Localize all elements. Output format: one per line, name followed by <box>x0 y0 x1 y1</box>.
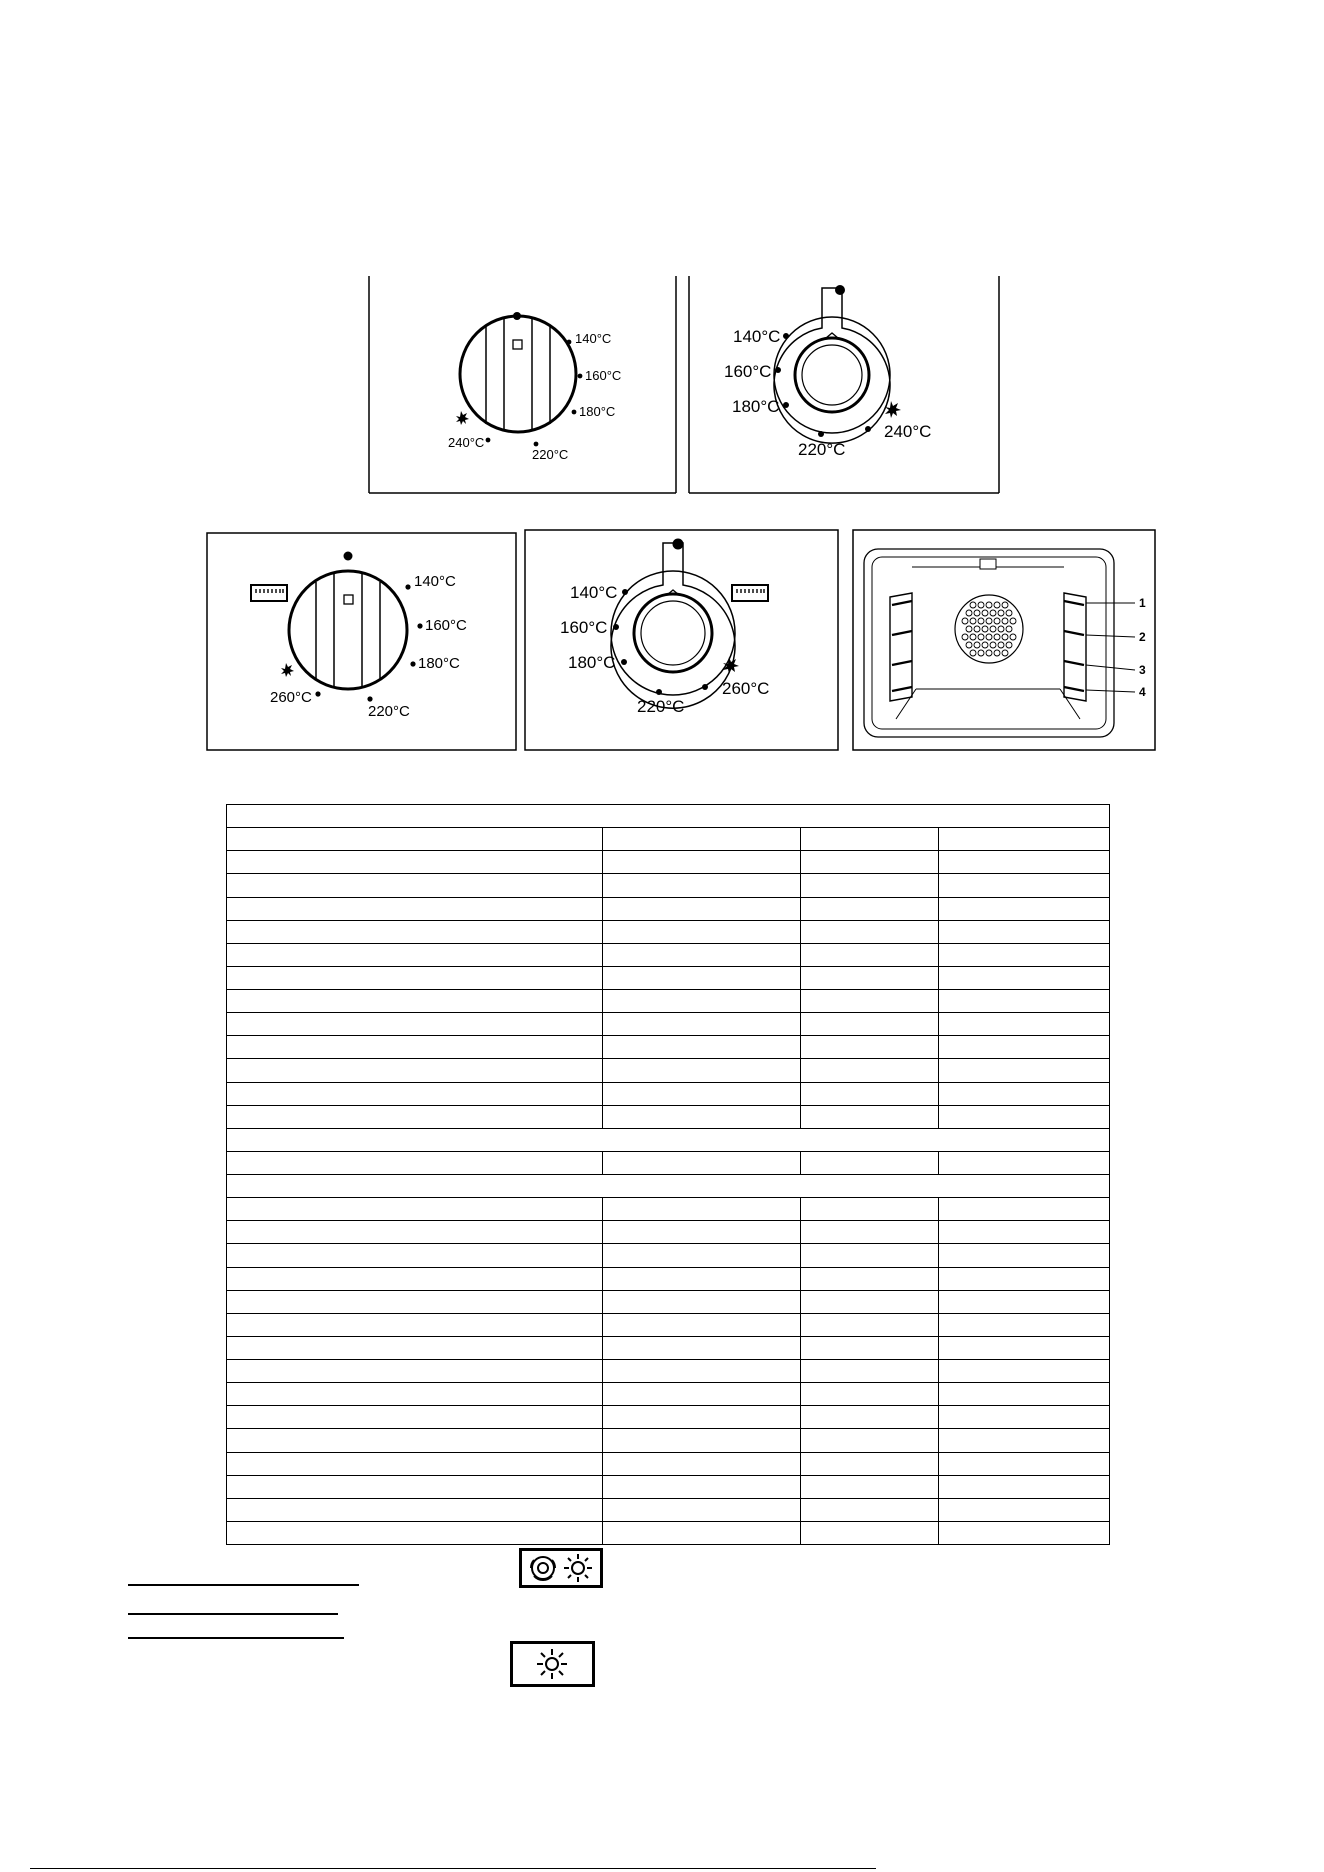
right-shelf-rails <box>1064 593 1086 701</box>
table-row <box>227 828 1110 851</box>
table-cell <box>801 1267 939 1290</box>
table-cell <box>939 1383 1110 1406</box>
table-cell <box>227 920 603 943</box>
table-cell <box>603 1244 801 1267</box>
table-cell <box>801 920 939 943</box>
table-cell <box>227 1198 603 1221</box>
table-cell <box>939 920 1110 943</box>
table-cell <box>939 1336 1110 1359</box>
table-cell <box>227 1151 603 1174</box>
knob-a-temp-160: 160°C <box>585 368 622 383</box>
table-cell <box>801 1429 939 1452</box>
table-cell <box>939 1452 1110 1475</box>
shelf-position-2: 2 <box>1139 630 1146 644</box>
table-cell <box>939 1059 1110 1082</box>
table-cell <box>603 1383 801 1406</box>
table-cell <box>603 1336 801 1359</box>
table-cell <box>603 1452 801 1475</box>
table-cell <box>227 1221 603 1244</box>
blank-underline-3 <box>128 1637 344 1639</box>
table-cell <box>227 1036 603 1059</box>
shelf-position-1: 1 <box>1139 596 1146 610</box>
fan-icon <box>531 1557 555 1580</box>
table-cell <box>227 1290 603 1313</box>
table-cell <box>603 1429 801 1452</box>
table-cell <box>801 1036 939 1059</box>
fan-grill-function-icon-box <box>519 1548 603 1588</box>
knob-d-temp-220: 220°C <box>637 697 685 716</box>
knob-a-temp-220: 220°C <box>532 447 569 462</box>
knob-c-temp-160: 160°C <box>425 617 467 634</box>
table-cell <box>227 851 603 874</box>
table-cell <box>939 1221 1110 1244</box>
table-cell <box>939 828 1110 851</box>
table-cell <box>603 1151 801 1174</box>
left-shelf-rails <box>890 593 912 701</box>
table-row <box>227 1521 1110 1544</box>
defrost-icon <box>281 663 294 677</box>
table-row <box>227 1036 1110 1059</box>
table-cell <box>939 1521 1110 1544</box>
knob-d-temp-160: 160°C <box>560 618 608 637</box>
table-cell <box>227 1059 603 1082</box>
knob-a-temp-180: 180°C <box>579 404 616 419</box>
table-cell <box>603 1290 801 1313</box>
table-cell <box>227 1498 603 1521</box>
table-cell <box>603 1082 801 1105</box>
table-cell <box>603 1406 801 1429</box>
table-cell <box>801 851 939 874</box>
knob-c-temp-260: 260°C <box>270 689 312 706</box>
table-row <box>227 990 1110 1013</box>
table-cell <box>939 1151 1110 1174</box>
table-cell <box>801 990 939 1013</box>
table-cell <box>801 1290 939 1313</box>
footer-rule <box>30 1868 876 1869</box>
table-cell <box>227 1082 603 1105</box>
table-cell <box>603 1036 801 1059</box>
table-cell <box>939 1475 1110 1498</box>
knob-diagram-d <box>524 529 839 751</box>
table-cell <box>939 1082 1110 1105</box>
table-cell <box>801 1082 939 1105</box>
table-cell <box>227 1452 603 1475</box>
knob-b-temp-180: 180°C <box>732 397 780 416</box>
table-cell <box>801 1406 939 1429</box>
table-cell <box>227 897 603 920</box>
table-cell <box>801 1452 939 1475</box>
table-cell <box>801 897 939 920</box>
table-cell <box>227 1267 603 1290</box>
table-cell <box>801 943 939 966</box>
table-cell <box>801 1221 939 1244</box>
knob-c-temp-180: 180°C <box>418 655 460 672</box>
defrost-icon <box>456 411 469 425</box>
table-cell <box>801 1383 939 1406</box>
table-cell <box>603 1360 801 1383</box>
fan-cover-icon <box>955 595 1023 663</box>
table-cell <box>227 1406 603 1429</box>
knob-a-frame <box>368 276 677 494</box>
knob-diagram-a <box>368 276 677 494</box>
table-cell <box>603 1221 801 1244</box>
table-cell <box>801 1244 939 1267</box>
table-section-row <box>227 1128 1110 1151</box>
table-cell <box>227 1336 603 1359</box>
table-cell <box>603 1059 801 1082</box>
table-row <box>227 1082 1110 1105</box>
knob-diagram-b <box>688 276 1000 494</box>
knob-b-temp-160: 160°C <box>724 362 772 381</box>
table-row <box>227 1383 1110 1406</box>
table-cell <box>603 990 801 1013</box>
knob-b-temp-140: 140°C <box>733 327 781 346</box>
table-row <box>227 851 1110 874</box>
knob-c-frame <box>206 532 517 751</box>
table-row <box>227 1244 1110 1267</box>
cooking-table-body <box>227 805 1110 1545</box>
table-cell <box>227 828 603 851</box>
table-row <box>227 1406 1110 1429</box>
table-row <box>227 874 1110 897</box>
knob-d-temp-260: 260°C <box>722 679 770 698</box>
table-cell <box>939 851 1110 874</box>
table-cell <box>801 874 939 897</box>
table-row <box>227 920 1110 943</box>
table-cell <box>227 1128 1110 1151</box>
shelf-position-4: 4 <box>1139 685 1146 699</box>
knob-b-temp-240: 240°C <box>884 422 932 441</box>
knob-d-frame <box>524 529 839 751</box>
knob-b-temp-220: 220°C <box>798 440 846 459</box>
table-row <box>227 1313 1110 1336</box>
table-cell <box>939 1313 1110 1336</box>
table-cell <box>603 1475 801 1498</box>
table-cell <box>227 990 603 1013</box>
oven-cavity-drawing <box>852 529 1156 751</box>
table-cell <box>801 1475 939 1498</box>
table-cell <box>603 897 801 920</box>
grill-element-icon <box>732 585 768 601</box>
table-cell <box>939 1429 1110 1452</box>
table-cell <box>227 1521 603 1544</box>
table-cell <box>801 1360 939 1383</box>
table-cell <box>801 828 939 851</box>
grill-function-icon-box <box>510 1641 595 1687</box>
table-cell <box>227 1175 1110 1198</box>
table-cell <box>939 1013 1110 1036</box>
grill-icon <box>564 1554 592 1582</box>
table-cell <box>603 1105 801 1128</box>
table-cell <box>939 1244 1110 1267</box>
table-cell <box>227 1383 603 1406</box>
cooking-table <box>226 804 1110 1545</box>
table-cell <box>227 1475 603 1498</box>
table-cell <box>939 1360 1110 1383</box>
table-cell <box>939 1290 1110 1313</box>
table-row <box>227 1336 1110 1359</box>
table-cell <box>939 1498 1110 1521</box>
table-cell <box>939 897 1110 920</box>
table-row <box>227 1267 1110 1290</box>
table-cell <box>801 1498 939 1521</box>
table-cell <box>603 966 801 989</box>
table-cell <box>939 1198 1110 1221</box>
table-row <box>227 1221 1110 1244</box>
table-row <box>227 1151 1110 1174</box>
table-cell <box>939 943 1110 966</box>
table-row <box>227 1290 1110 1313</box>
table-cell <box>603 1498 801 1521</box>
table-cell <box>801 1105 939 1128</box>
shelf-position-3: 3 <box>1139 663 1146 677</box>
knob-a-temp-240: 240°C <box>448 435 485 450</box>
table-row <box>227 1360 1110 1383</box>
grill-icon <box>513 1644 592 1684</box>
knob-d-temp-140: 140°C <box>570 583 618 602</box>
table-row <box>227 897 1110 920</box>
table-cell <box>227 1429 603 1452</box>
table-cell <box>603 851 801 874</box>
knob-a-temp-140: 140°C <box>575 331 612 346</box>
table-cell <box>603 828 801 851</box>
table-row <box>227 1475 1110 1498</box>
table-row <box>227 1452 1110 1475</box>
table-cell <box>801 1521 939 1544</box>
table-cell <box>227 966 603 989</box>
table-cell <box>801 1336 939 1359</box>
table-cell <box>801 1013 939 1036</box>
knob-d-temp-180: 180°C <box>568 653 616 672</box>
table-cell <box>603 1313 801 1336</box>
table-cell <box>603 1013 801 1036</box>
knob-c-temp-140: 140°C <box>414 573 456 590</box>
fan-grill-icon-graphic <box>522 1551 600 1585</box>
grill-element-icon <box>251 585 287 601</box>
oven-cavity-diagram <box>852 529 1156 751</box>
table-cell <box>801 966 939 989</box>
blank-underline-1 <box>128 1584 359 1586</box>
table-cell <box>801 1059 939 1082</box>
table-cell <box>227 1313 603 1336</box>
table-cell <box>939 1036 1110 1059</box>
table-cell <box>603 874 801 897</box>
table-cell <box>227 1244 603 1267</box>
table-cell <box>939 990 1110 1013</box>
blank-underline-2 <box>128 1613 338 1615</box>
table-cell <box>227 805 1110 828</box>
knob-b-frame <box>688 276 1000 494</box>
table-cell <box>939 1267 1110 1290</box>
table-row <box>227 1429 1110 1452</box>
table-cell <box>227 1105 603 1128</box>
table-cell <box>939 966 1110 989</box>
table-row <box>227 943 1110 966</box>
table-cell <box>603 920 801 943</box>
table-row <box>227 1059 1110 1082</box>
knob-c-temp-220: 220°C <box>368 703 410 720</box>
table-cell <box>603 943 801 966</box>
table-cell <box>603 1521 801 1544</box>
table-cell <box>603 1267 801 1290</box>
table-row <box>227 1105 1110 1128</box>
knob-diagram-c <box>206 532 517 751</box>
table-cell <box>227 1013 603 1036</box>
table-section-row <box>227 1175 1110 1198</box>
table-cell <box>603 1198 801 1221</box>
table-row <box>227 1013 1110 1036</box>
table-cell <box>801 1313 939 1336</box>
table-cell <box>939 1105 1110 1128</box>
table-cell <box>939 1406 1110 1429</box>
table-row <box>227 1498 1110 1521</box>
table-cell <box>227 943 603 966</box>
table-cell <box>801 1151 939 1174</box>
table-cell <box>227 1360 603 1383</box>
table-section-row <box>227 805 1110 828</box>
table-row <box>227 966 1110 989</box>
table-cell <box>939 874 1110 897</box>
table-cell <box>227 874 603 897</box>
table-row <box>227 1198 1110 1221</box>
table-cell <box>801 1198 939 1221</box>
